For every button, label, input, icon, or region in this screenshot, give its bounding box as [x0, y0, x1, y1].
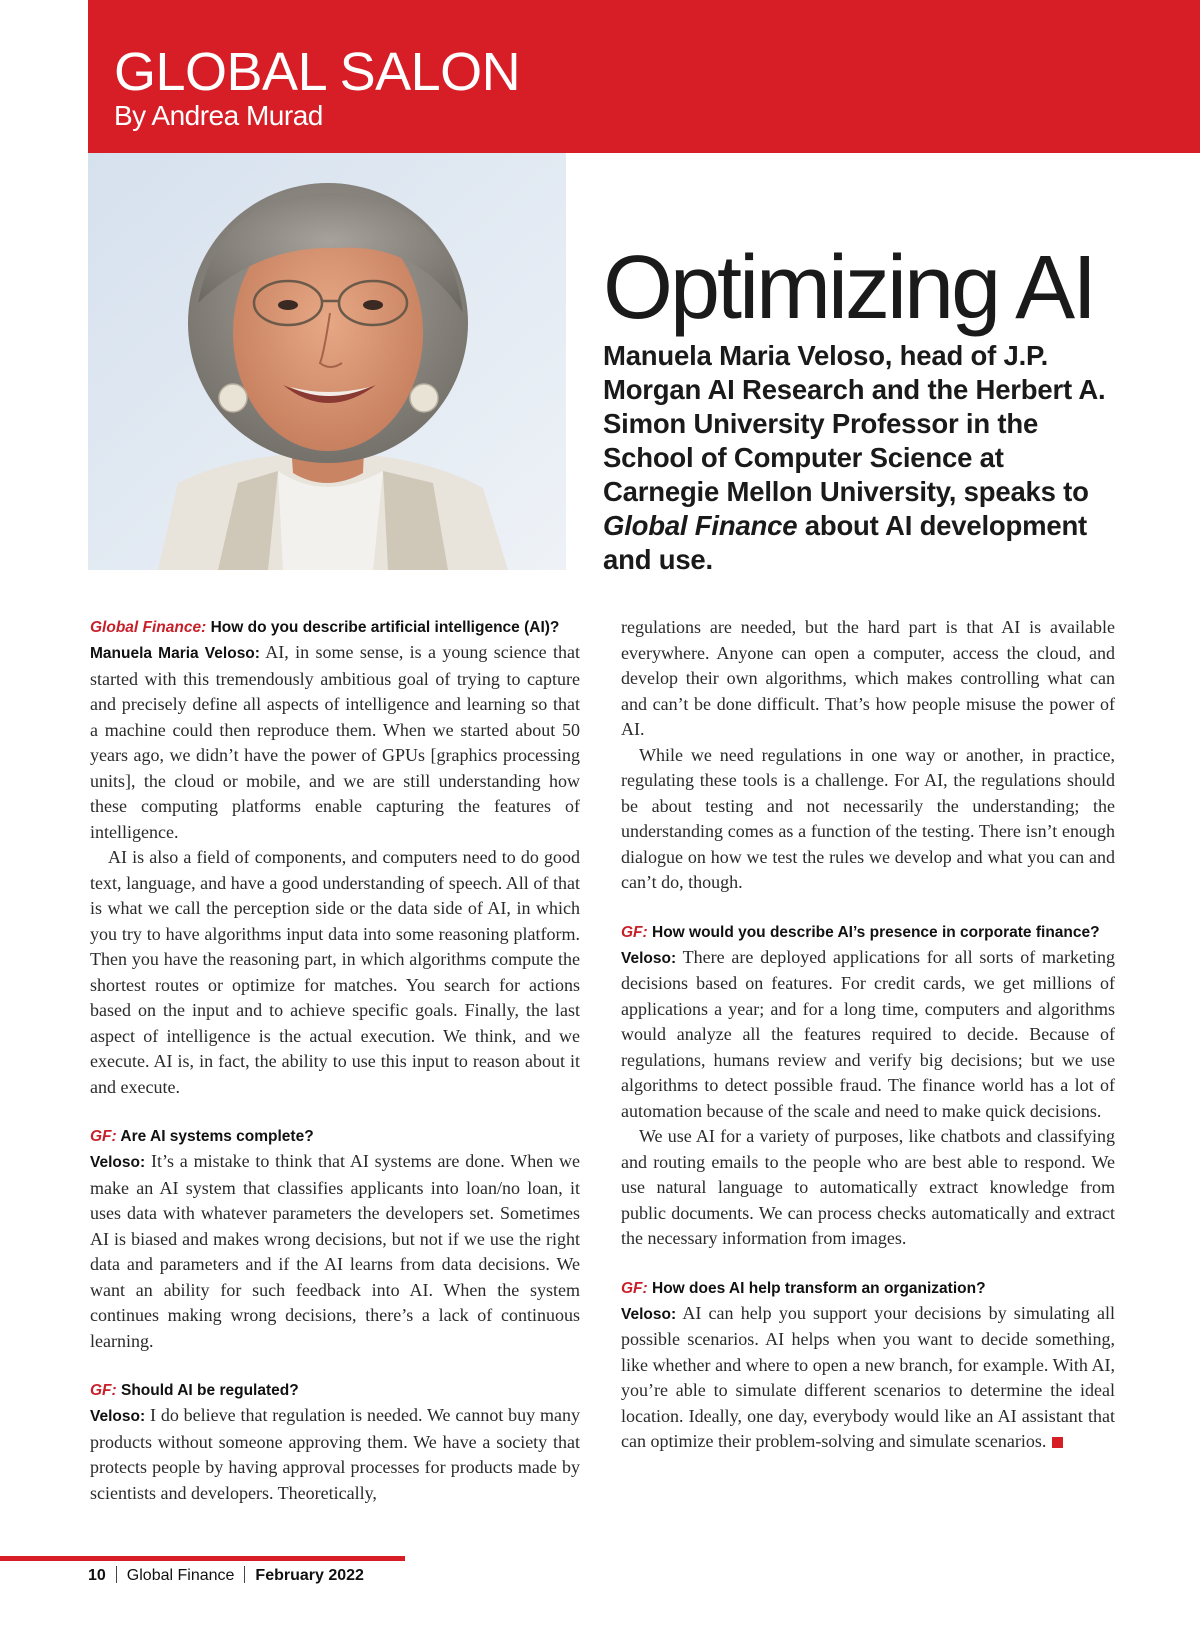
answer-paragraph — [90, 1149, 580, 1354]
answer-paragraph — [90, 640, 580, 845]
section-banner — [88, 0, 1200, 153]
question-text: How would you describe AI’s presence in corporate finance? — [647, 923, 1100, 941]
column-left — [90, 615, 580, 1506]
question-text: Should AI be regulated? — [116, 1382, 299, 1399]
question-text: How do you describe artificial intelligence (AI)? — [206, 619, 560, 636]
end-mark-icon — [1052, 1437, 1063, 1448]
headline: Optimizing AI — [603, 238, 1095, 338]
speaker-label: Veloso: — [621, 949, 677, 967]
answer-paragraph: AI is also a field of components, and computers need to do good text, language, and have a good understanding of speech. All of that is what we call the perception side or the data side of AI, in which you try to have algorithms input data into some reasoning platform. Then you have the reasoning part, in which algorithms compute the shortest routes or optimize for matches. You search for actions based on the input and to achieve specific goals. Finally, the last aspect of intelligence is the actual execution. We think, and we execute. AI is, in fact, the ability to use this input to reason about it and execute. — [90, 847, 580, 1097]
page-number: 10 — [88, 1567, 106, 1584]
question — [90, 1124, 580, 1149]
answer-text: AI can help you support your decisions by simulating all possible scenarios. AI helps when you want to decide something, like whether and where to open a new branch, for example. With AI, you’re able to simulate different scenarios to determine the ideal location. Ideally, one day, everybody would like an AI assistant that can optimize their problem-solving and simulate scenarios. — [621, 1302, 1115, 1451]
question-label: GF: — [621, 923, 648, 941]
answer-text: There are deployed applications for all sorts of marketing decisions based on features. For credit cards, we get millions of applications a year; and for a long time, computers and algorithms would analyze all the features required to decide. Because of regulations, humans review and verify big decisions; but we use algorithms to detect possible fraud. The finance world has a lot of automation because of the scale and need to make quick decisions. — [621, 946, 1115, 1121]
speaker-label: Veloso: — [621, 1305, 677, 1323]
question-label: GF: — [90, 1382, 117, 1399]
answer-text: It’s a mistake to think that AI systems are done. When we make an AI system that classifies applicants into loan/no loan, it uses data with whatever parameters the developers set. Sometimes AI is biased and makes wrong decisions, but not if we use the right data and parameters and if the AI learns from data decisions. We want an ability for such feedback into AI. When the system continues making wrong decisions, there’s a lack of continuous learning. — [90, 1151, 580, 1351]
section-title: GLOBAL SALON — [114, 42, 521, 102]
spacer — [621, 896, 1115, 920]
answer-paragraph — [621, 1301, 1115, 1455]
spacer — [90, 1100, 580, 1124]
divider — [116, 1566, 117, 1583]
spacer — [621, 1252, 1115, 1276]
question-text: How does AI help transform an organization? — [647, 1279, 986, 1297]
deck-text-1: Manuela Maria Veloso, head of J.P. Morgan AI Research and the Herbert A. Simon University Professor in the School of Computer Science at Carnegie Mellon University, speaks to — [603, 340, 1106, 507]
answer-text: AI, in some sense, is a young science that started with this tremendously ambitious goal of trying to capture and precisely define all aspects of intelligence and learning so that a machine could then reproduce them. When we started about 50 years ago, we didn’t have the power of GPUs [graphics processing units], the cloud or mobile, and we are still understanding how these computing platforms enable capturing the features of intelligence. — [90, 642, 581, 842]
divider — [244, 1566, 245, 1583]
issue-date: February 2022 — [255, 1567, 364, 1584]
answer-paragraph — [621, 945, 1115, 1125]
speaker-label: Manuela Maria Veloso: — [90, 645, 260, 662]
answer-paragraph: While we need regulations in one way or another, in practice, regulating these tools is a challenge. For AI, the regulations should be about testing and not necessarily the understanding; the understanding comes as a function of the testing. There isn’t enough dialogue on how we test the rules we develop and what you can and can’t do, though. — [621, 744, 1115, 892]
deck-text-2: about AI development and use. — [603, 510, 1087, 575]
question-label: GF: — [90, 1128, 117, 1145]
deck-summary — [603, 339, 1123, 577]
answer-paragraph — [90, 1403, 580, 1506]
byline: By Andrea Murad — [114, 100, 323, 131]
spacer — [90, 1354, 580, 1378]
page-footer — [88, 1566, 364, 1586]
answer-paragraph: We use AI for a variety of purposes, like chatbots and classifying and routing emails to the people who are best able to respond. We use natural language to automatically extract knowledge from public documents. We can process checks automatically and extract the necessary information from images. — [621, 1126, 1115, 1248]
speaker-label: Veloso: — [90, 1154, 146, 1171]
question-label: Global Finance: — [90, 619, 207, 636]
question — [90, 615, 580, 640]
answer-paragraph-continued: regulations are needed, but the hard part is that AI is available everywhere. Anyone can open a computer, access the cloud, and develop their own algorithms, which makes controlling what can and can’t be done difficult. That’s how people misuse the power of AI. — [621, 617, 1115, 739]
question-label: GF: — [621, 1279, 648, 1297]
footer-rule — [0, 1556, 405, 1561]
question — [621, 1276, 1115, 1301]
portrait-photo — [88, 153, 566, 570]
deck-publication: Global Finance — [603, 510, 798, 541]
question — [90, 1378, 580, 1403]
question-text: Are AI systems complete? — [116, 1128, 314, 1145]
speaker-label: Veloso: — [90, 1408, 146, 1425]
publication-name: Global Finance — [126, 1567, 235, 1584]
column-right — [621, 615, 1115, 1455]
answer-text: I do believe that regulation is needed. We cannot buy many products without someone approving them. We have a society that protects people by having approval processes for products made by scientists and developers. Theoretically, — [90, 1405, 580, 1503]
question — [621, 920, 1115, 945]
